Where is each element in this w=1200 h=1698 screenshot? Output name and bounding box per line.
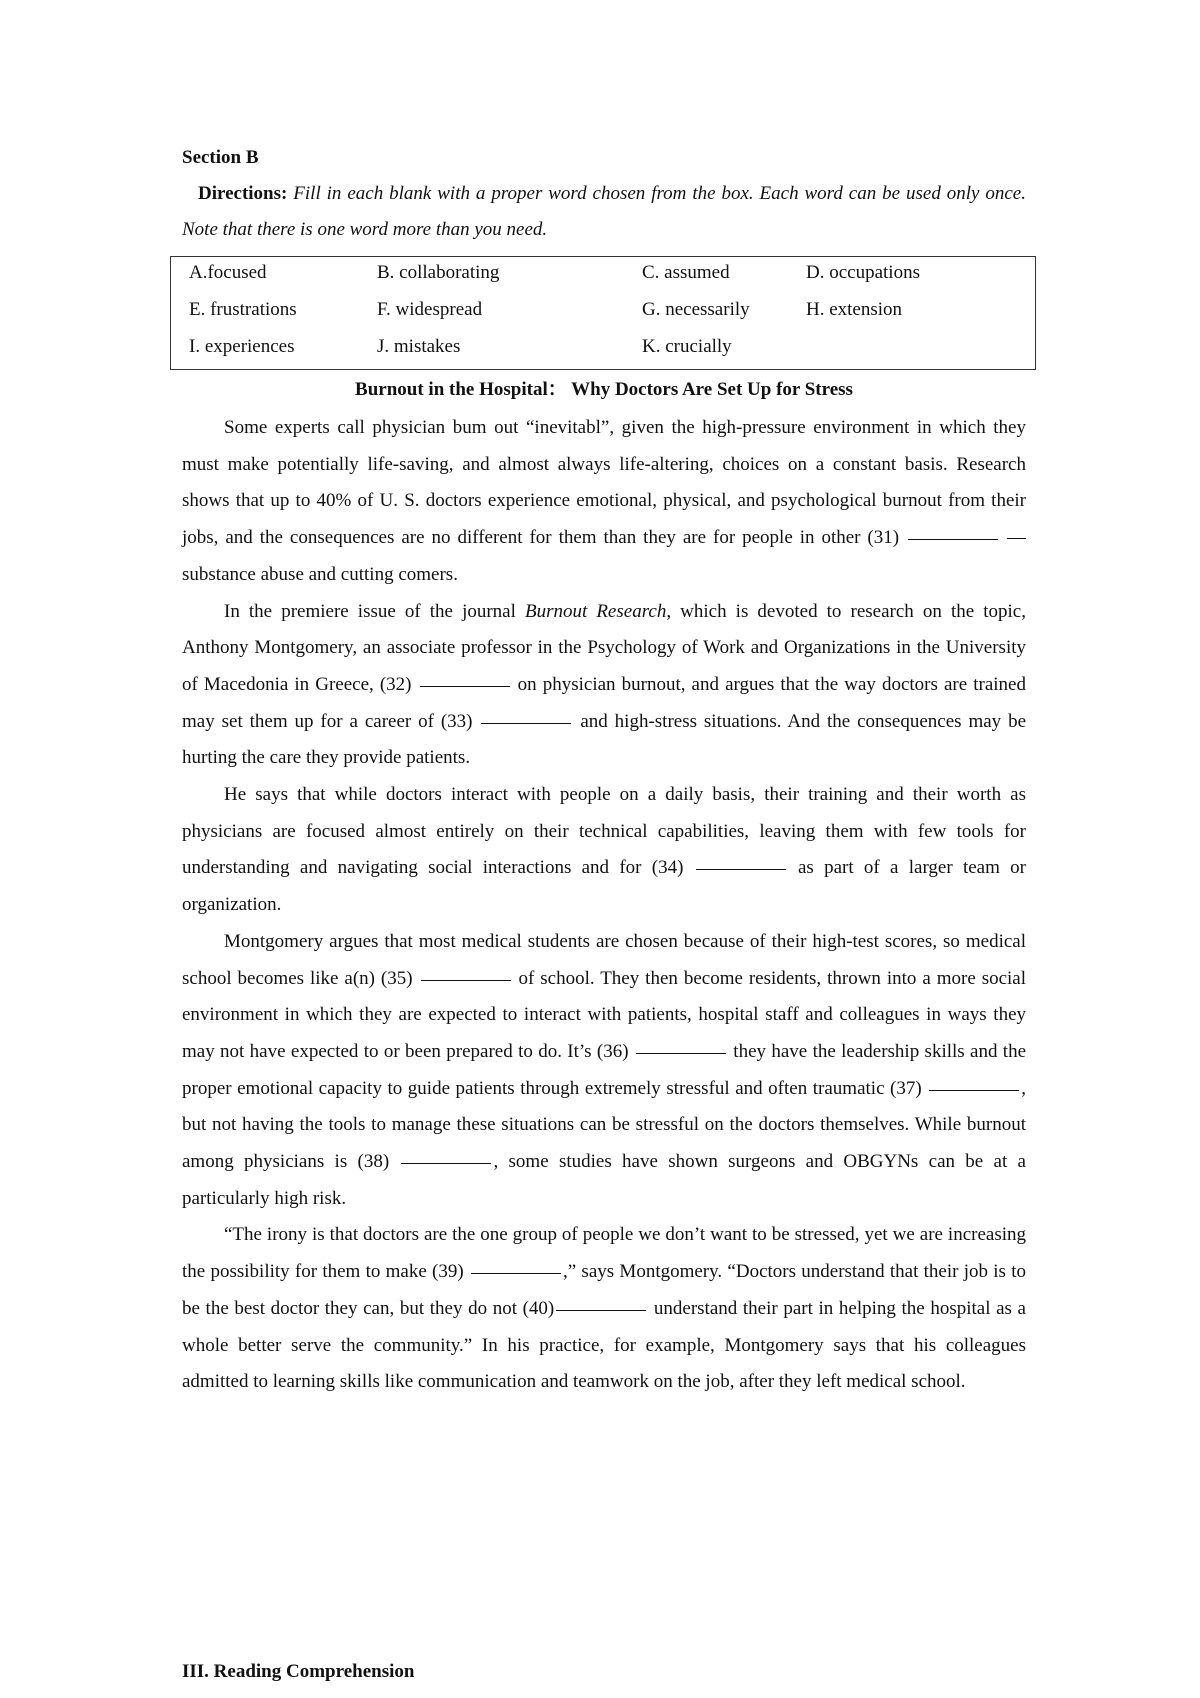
word-box	[170, 256, 1036, 370]
paragraph-1-text-b: — substance abuse and cutting comers.	[182, 527, 1027, 585]
word-option-k: K. crucially	[642, 336, 732, 357]
blank-31	[908, 538, 998, 540]
blank-35	[421, 979, 511, 981]
blank-32	[420, 685, 510, 687]
passage-title: Burnout in the Hospital： Why Doctors Are Set Up for Stress	[355, 379, 853, 400]
paragraph-5-text-b: ,” says Montgomery. “Doctors understand that their job is to be the best doctor they can, but they do not (40)	[182, 1261, 1026, 1319]
passage-body	[182, 410, 1026, 1401]
directions	[182, 176, 1026, 248]
paragraph-2-text-c: on physician burnout, and argues that the way doctors are trained may set them up for a career of (33)	[182, 673, 1026, 732]
word-option-e: E. frustrations	[189, 299, 297, 320]
paragraph-2-text-d: and high-stress situations. And the consequences may be hurting the care they provide patients.	[182, 710, 1026, 769]
word-option-h: H. extension	[806, 299, 903, 320]
blank-36	[636, 1052, 726, 1054]
paragraph-5-text-a: “The irony is that doctors are the one group of people we don’t want to be stressed, yet we are increasing the possibility for them to make (39)	[182, 1224, 1026, 1283]
paragraph-4-text-e: , some studies have shown surgeons and OBGYNs can be at a particularly high risk.	[182, 1151, 1026, 1209]
paragraph-1	[182, 410, 1026, 594]
paragraph-5-text-c: understand their part in helping the hospital as a whole better serve the community.” In his practice, for example, Montgomery says that his colleagues admitted to learning skills like communication and teamwork on the job, after they left medical school.	[182, 1297, 1026, 1393]
paragraph-3-text-b: as part of a larger team or organization.	[182, 857, 1027, 916]
blank-40	[556, 1309, 646, 1311]
paragraph-1-text-a: Some experts call physician bum out “inevitabl”, given the high-pressure environment in which they must make potentially life-saving, and almost always life-altering, choices on a constant basis. Research shows that up to 40% of U. S. doctors experience emotional, physical, and psychological burnout from their jobs, and the consequences are no different for them than they are for people in other (31)	[182, 417, 1026, 549]
word-option-g: G. necessarily	[642, 299, 750, 320]
paragraph-3-text-a: He says that while doctors interact with people on a daily basis, their training and their worth as physicians are focused almost entirely on their technical capabilities, leaving them with few tools for understanding and navigating social interactions and for (34)	[182, 784, 1026, 879]
word-option-f: F. widespread	[377, 299, 483, 320]
section-title: Section B	[182, 147, 259, 168]
word-option-j: J. mistakes	[377, 336, 461, 357]
directions-text: Fill in each blank with a proper word chosen from the box. Each word can be used only once. Note that there is one word more than you need.	[182, 183, 1026, 240]
paragraph-4-text-a: Montgomery argues that most medical students are chosen because of their high-test scores, so medical school becomes like a(n) (35)	[182, 930, 1026, 989]
word-option-d: D. occupations	[806, 262, 920, 283]
word-option-b: B. collaborating	[377, 262, 500, 283]
paragraph-4-text-b: of school. They then become residents, thrown into a more social environment in which they are expected to interact with patients, hospital staff and colleagues in ways they may not have expected to or been prepared to do. It’s (36)	[182, 967, 1027, 1062]
directions-label: Directions:	[198, 183, 288, 204]
journal-title: Burnout Research	[524, 600, 667, 622]
word-option-a: A.focused	[189, 262, 267, 283]
paragraph-2-text-b: , which is devoted to research on the topic, Anthony Montgomery, an associate professor in the Psychology of Work and Organizations in the University of Macedonia in Greece, (32)	[182, 600, 1026, 695]
blank-39	[471, 1272, 561, 1274]
next-section-title: III. Reading Comprehension	[182, 1661, 415, 1682]
blank-37	[929, 1089, 1019, 1091]
paragraph-2-text-a: In the premiere issue of the journal	[224, 600, 525, 622]
paragraph-3	[182, 777, 1026, 924]
blank-38	[401, 1162, 491, 1164]
paragraph-5	[182, 1217, 1026, 1401]
paragraph-4	[182, 924, 1026, 1218]
paragraph-4-text-d: , but not having the tools to manage these situations can be stressful on the doctors themselves. While burnout among physicians is (38)	[182, 1077, 1026, 1173]
blank-34	[696, 868, 786, 870]
paragraph-4-text-c: they have the leadership skills and the proper emotional capacity to guide patients through extremely stressful and often traumatic (37)	[182, 1040, 1027, 1099]
word-option-c: C. assumed	[642, 262, 730, 283]
document-page	[182, 140, 1027, 1682]
paragraph-2	[182, 594, 1026, 778]
blank-33	[481, 722, 571, 724]
word-option-i: I. experiences	[189, 336, 295, 357]
